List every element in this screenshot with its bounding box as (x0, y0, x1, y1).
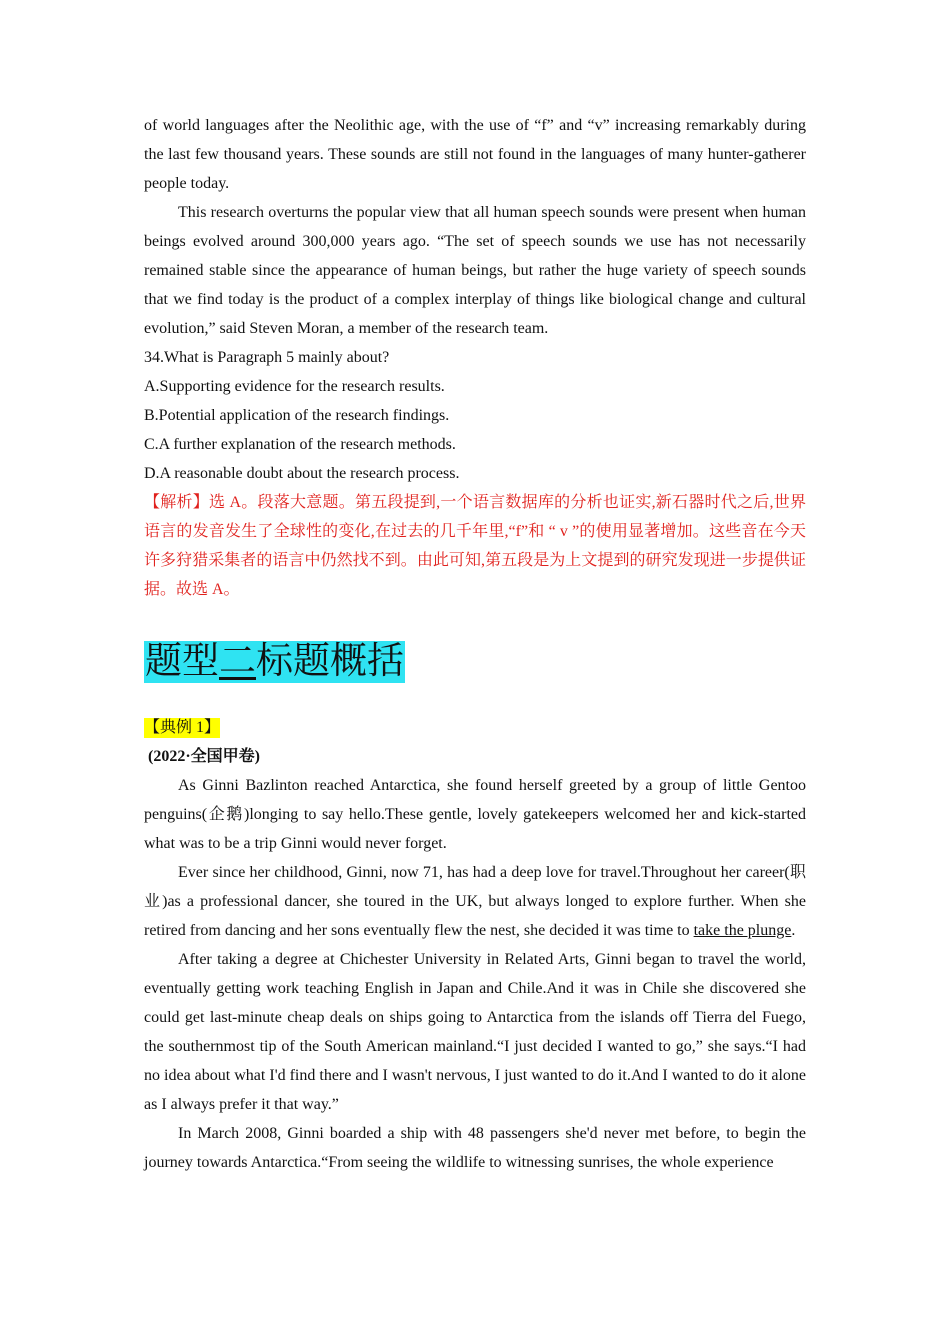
analysis-text: 选 A。段落大意题。第五段提到,一个语言数据库的分析也证实,新石器时代之后,世界语言的发音发生了全球性的变化,在过去的几千年里,“f”和 “ v ”的使用显著增加。这些音在今天许多狩猎采集者的语言中仍然找不到。由此可知,第五段是为上文提到的研究发现进一步提供证据。故选 A。 (144, 494, 806, 598)
answer-analysis (144, 488, 806, 604)
analysis-label: 【解析】 (144, 494, 209, 511)
page-content (144, 111, 806, 1177)
passage-paragraph: In March 2008, Ginni boarded a ship with 48 passengers she'd never met before, to begin the journey towards Antarctica.“From seeing the wildlife to witnessing sunrises, the whole experience (144, 1125, 806, 1171)
option-c: C.A further explanation of the research methods. (144, 436, 456, 453)
example-label: 【典例 1】 (144, 719, 221, 736)
option-b: B.Potential application of the research findings. (144, 407, 450, 424)
passage-paragraph (144, 858, 806, 945)
passage-paragraph: This research overturns the popular view that all human speech sounds were present when human beings evolved around 300,000 years ago. “The set of speech sounds we use has not necessarily remained stable since the appearance of human beings, but rather the huge variety of speech sounds that we find today is the product of a complex interplay of things like biological change and cultural evolution,” said Steven Moran, a member of the research team. (144, 204, 806, 337)
passage-paragraph: As Ginni Bazlinton reached Antarctica, she found herself greeted by a group of little Gentoo penguins(企鹅)longing to say hello.These gentle, lovely gatekeepers welcomed her and kick-started what was to be a trip Ginni would never forget. (144, 777, 806, 852)
underlined-phrase: take the plunge (693, 922, 792, 939)
example-label-row (144, 713, 806, 742)
heading-text: 标题概括 (256, 641, 404, 682)
option-d: D.A reasonable doubt about the research process. (144, 465, 460, 482)
example-source: (2022·全国甲卷) (148, 748, 260, 765)
passage-paragraph: of world languages after the Neolithic age, with the use of “f” and “v” increasing remarkably during the last few thousand years. These sounds are still not found in the languages of many hunter-gatherer people today. (144, 117, 806, 192)
section-heading-wrap (144, 632, 806, 708)
option-a: A.Supporting evidence for the research results. (144, 378, 445, 395)
section-heading (144, 641, 405, 683)
heading-text: 题型 (145, 641, 219, 682)
paragraph-text: Ever since her childhood, Ginni, now 71, has had a deep love for travel.Throughout her career(职业)as a professional dancer, she toured in the UK, but always longed to explore further. When she retired from dancing and her sons eventually flew the nest, she decided it was time to (144, 864, 806, 939)
heading-text-underlined: 二 (219, 641, 256, 682)
question-stem: 34.What is Paragraph 5 mainly about? (144, 349, 390, 366)
passage-paragraph: After taking a degree at Chichester University in Related Arts, Ginni began to travel the world, eventually getting work teaching English in Japan and Chile.And it was in Chile she discovered she could get last-minute cheap deals on ships going to Antarctica from the islands off Tierra del Fuego, the southernmost tip of the South American mainland.“I just decided I wanted to go,” she says.“I had no idea about what I'd find there and I wasn't nervous, I just wanted to do it.And I wanted to do it alone as I always prefer it that way.” (144, 951, 806, 1113)
paragraph-text: . (791, 922, 796, 939)
